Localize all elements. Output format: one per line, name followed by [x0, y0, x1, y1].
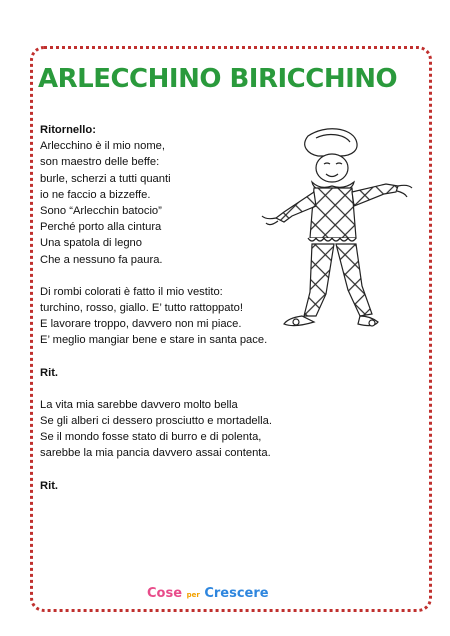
page-title: ARLECCHINO BIRICCHINO — [38, 64, 398, 94]
stanza1-line: Sono “Arlecchin batocio” — [40, 205, 162, 218]
stanza3-line: Se gli alberi ci dessero prosciutto e mortadella. — [40, 415, 272, 428]
rit-label: Rit. — [40, 366, 59, 379]
stanza1-line: Perché porto alla cintura — [40, 221, 162, 234]
logo-text-cose: Cose — [147, 586, 183, 601]
stanza1-line: burle, scherzi a tutti quanti — [40, 172, 171, 185]
song-text — [40, 122, 290, 494]
stanza3-line: La vita mia sarebbe davvero molto bella — [40, 398, 238, 411]
stanza1-line: io ne faccio a bizzeffe. — [40, 188, 151, 201]
site-logo — [147, 586, 297, 608]
stanza2-line: turchino, rosso, giallo. E’ tutto rattoppato! — [40, 302, 243, 315]
stanza2-line: E lavorare troppo, davvero non mi piace. — [40, 318, 242, 331]
stanza1-line: son maestro delle beffe: — [40, 156, 160, 169]
stanza3-line: sarebbe la mia pancia davvero assai contenta. — [40, 447, 271, 460]
stanza2-line: E’ meglio mangiar bene e stare in santa pace. — [40, 334, 268, 347]
stanza1-line: Che a nessuno fa paura. — [40, 253, 163, 266]
harlequin-illustration — [256, 126, 416, 341]
rit-label: Rit. — [40, 479, 59, 492]
stanza1-line: Arlecchino è il mio nome, — [40, 140, 165, 153]
stanza2-line: Di rombi colorati è fatto il mio vestito: — [40, 285, 223, 298]
stanza3-line: Se il mondo fosse stato di burro e di polenta, — [40, 431, 262, 444]
logo-text-crescere: Crescere — [204, 586, 269, 601]
stanza1-line: Una spatola di legno — [40, 237, 143, 250]
logo-text-per: per — [186, 591, 200, 599]
refrain-label: Ritornello: — [40, 124, 96, 136]
